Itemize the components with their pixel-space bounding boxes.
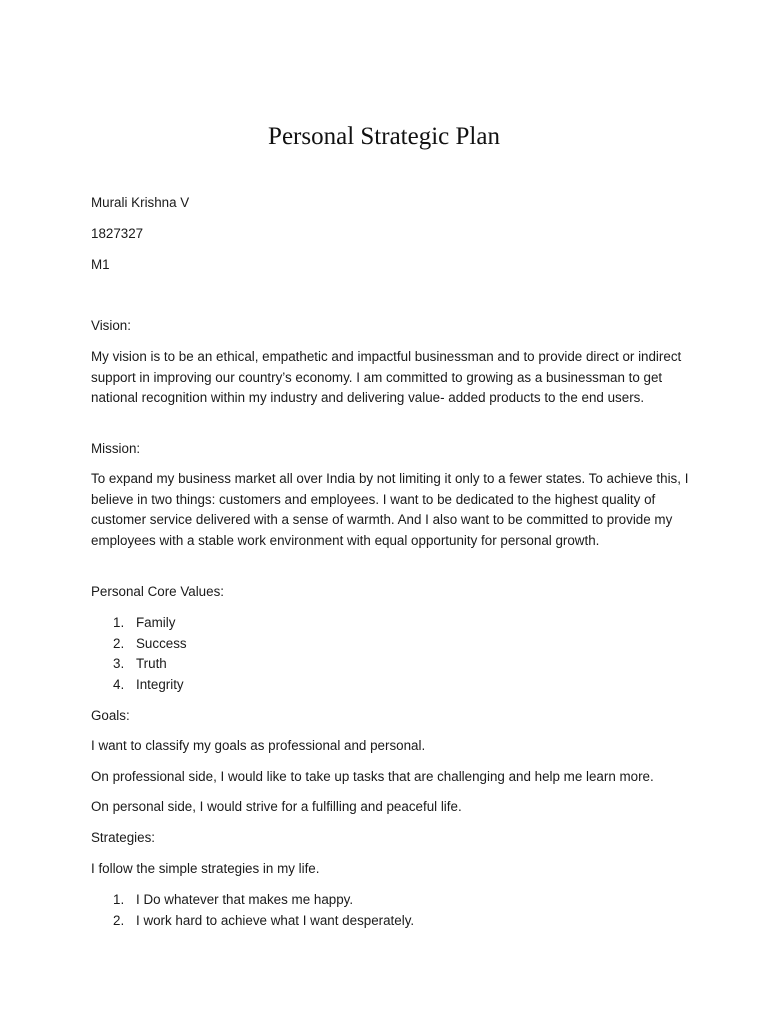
list-item-number: 2. (113, 635, 125, 651)
vision-heading: Vision: (91, 318, 131, 333)
list-item-number: 2. (113, 912, 125, 928)
list-item-number: 4. (113, 676, 125, 692)
strategies-list (91, 890, 651, 931)
list-item-label: I Do whatever that makes me happy. (136, 892, 354, 907)
list-item-label: Family (136, 615, 176, 630)
list-item (91, 675, 651, 696)
vision-paragraph: My vision is to be an ethical, empathetic and impactful businessman and to provide direct or indirect support in improving our country’s economy. I am committed to growing as a businessman to get national recognition within my industry and delivering value- added products to the end users. (91, 349, 682, 406)
list-item-label: Truth (136, 656, 167, 671)
goals-line: On professional side, I would like to take up tasks that are challenging and help me learn more. (91, 769, 654, 784)
list-item (91, 654, 651, 675)
list-item (91, 890, 651, 911)
strategies-intro: I follow the simple strategies in my life. (91, 861, 320, 876)
goals-heading: Goals: (91, 708, 130, 723)
list-item-label: I work hard to achieve what I want desperately. (136, 912, 415, 928)
list-item-number: 1. (113, 892, 125, 907)
list-item-label: Integrity (136, 676, 184, 692)
mission-paragraph: To expand my business market all over India by not limiting it only to a fewer states. To achieve this, I believe in two things: customers and employees. I want to be dedicated to the highest quality of customer service delivered with a sense of warmth. And I also want to be committed to provide my employees with a stable work environment with equal opportunity for personal growth. (91, 471, 689, 548)
section-code: M1 (91, 257, 110, 272)
student-id: 1827327 (91, 226, 144, 241)
core-values-list (91, 613, 651, 695)
list-item-label: Success (136, 635, 187, 651)
list-item-number: 1. (113, 615, 125, 630)
list-item (91, 613, 651, 634)
goals-line: On personal side, I would strive for a fulfilling and peaceful life. (91, 799, 462, 814)
goals-line: I want to classify my goals as professional and personal. (91, 738, 426, 753)
mission-heading: Mission: (91, 441, 141, 456)
list-item-number: 3. (113, 656, 125, 671)
list-item (91, 634, 651, 655)
document-title: Personal Strategic Plan (268, 123, 500, 150)
strategies-heading: Strategies: (91, 830, 156, 845)
core-values-heading: Personal Core Values: (91, 584, 224, 599)
list-item (91, 911, 651, 932)
author-name: Murali Krishna V (91, 195, 190, 210)
